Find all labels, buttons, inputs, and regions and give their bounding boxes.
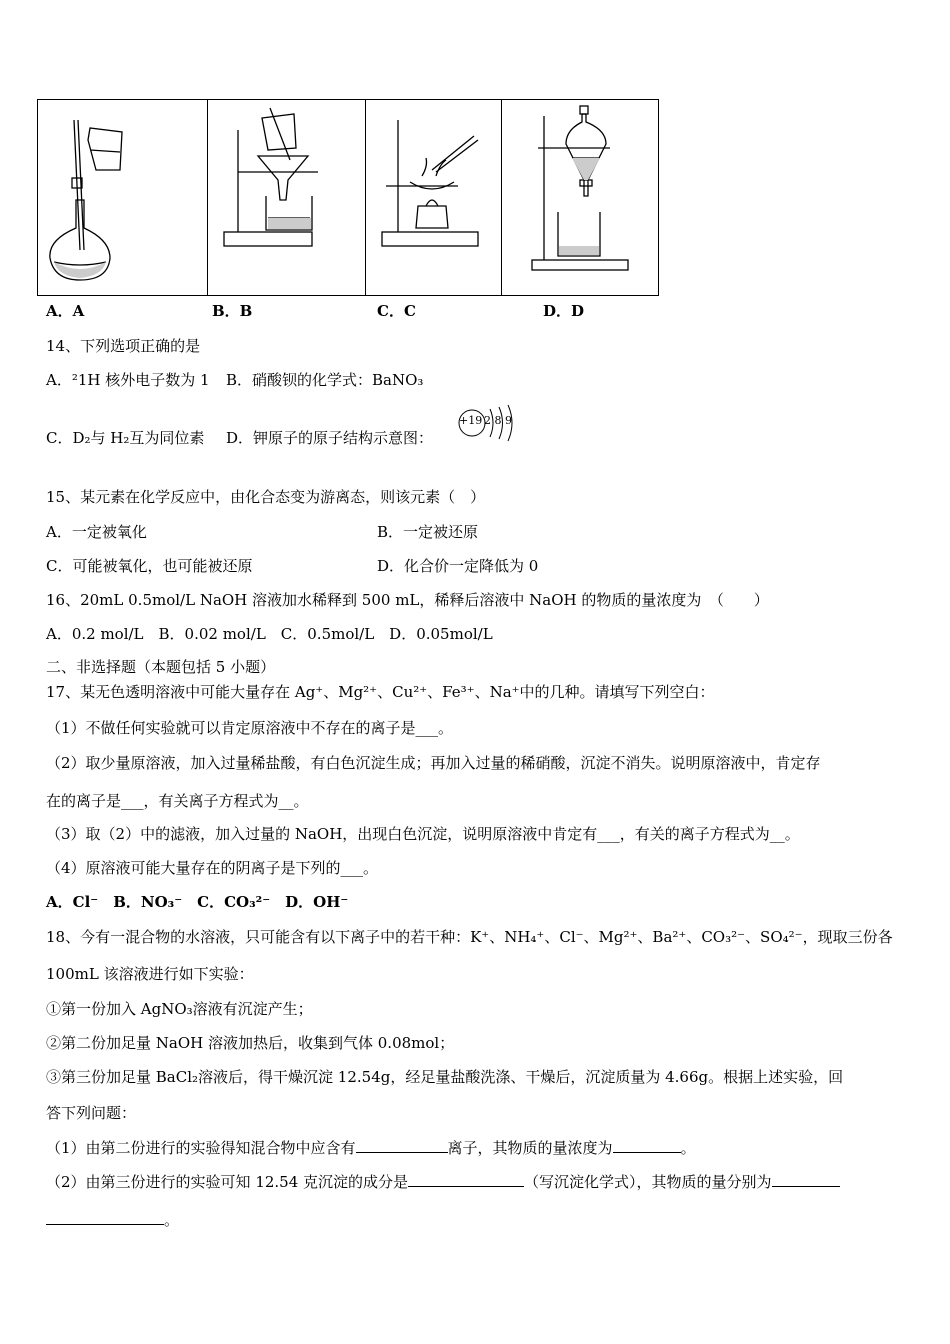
q16-stem: 16、20mL 0.5mol/L NaOH 溶液加水稀释到 500 mL，稀释后溶液中 NaOH 的物质的量浓度为 （ ） <box>46 591 769 609</box>
q18-stem-line2: 100mL 该溶液进行如下实验： <box>46 965 254 983</box>
q16-options: A．0.2 mol/L B．0.02 mol/L C．0.5mol/L D．0.05mol/L <box>46 625 493 643</box>
figure-b-filtration <box>208 100 366 295</box>
q18-part1-blank-ion[interactable] <box>356 1138 448 1153</box>
q18-step1: ①第一份加入 AgNO₃溶液有沉淀产生； <box>46 1000 313 1018</box>
q18-part2-text-b: （写沉淀化学式），其物质的量分别为 <box>524 1173 772 1191</box>
q18-step2: ②第二份加足量 NaOH 溶液加热后，收集到气体 0.08mol； <box>46 1034 455 1052</box>
q17-part4: （4）原溶液可能大量存在的阴离子是下列的___。 <box>46 859 379 877</box>
apparatus-figure-table <box>37 99 659 296</box>
figure-option-a: A．A <box>46 302 85 320</box>
figure-a-volumetric-flask <box>38 100 208 295</box>
q18-part2-blank-amount-cont[interactable] <box>46 1210 164 1225</box>
q18-part2-blank-amount[interactable] <box>772 1172 840 1187</box>
q18-part1-blank-concentration[interactable] <box>613 1138 681 1153</box>
figure-c-evaporation <box>366 100 502 295</box>
q18-part2-blank-precipitate[interactable] <box>408 1172 524 1187</box>
figure-d-separatory-funnel <box>502 100 658 295</box>
q18-part1-text-c: 。 <box>680 1139 696 1157</box>
section-2-heading: 二、非选择题（本题包括 5 小题） <box>46 658 276 676</box>
q18-part2-continuation <box>46 1209 179 1230</box>
q15-option-d: D．化合价一定降低为 0 <box>377 557 539 575</box>
figure-option-d: D．D <box>543 302 585 320</box>
q18-part1 <box>46 1137 696 1158</box>
q18-step3-line2: 答下列问题： <box>46 1104 137 1122</box>
q17-options: A．Cl⁻ B．NO₃⁻ C．CO₃²⁻ D．OH⁻ <box>46 893 349 911</box>
q17-stem: 17、某无色透明溶液中可能大量存在 Ag⁺、Mg²⁺、Cu²⁺、Fe³⁺、Na⁺中的几种。请填写下列空白： <box>46 683 715 701</box>
q18-part1-text-b: 离子，其物质的量浓度为 <box>447 1139 613 1157</box>
q14-option-a: A．²1H 核外电子数为 1 <box>46 371 210 389</box>
q14-option-c: C．D₂与 H₂互为同位素 <box>46 429 205 447</box>
q18-part2 <box>46 1171 840 1192</box>
q15-option-a: A．一定被氧化 <box>46 523 147 541</box>
q18-part2-text-c: 。 <box>164 1211 180 1229</box>
q15-stem: 15、某元素在化学反应中，由化合态变为游离态，则该元素（ ） <box>46 488 486 506</box>
q17-part3: （3）取（2）中的滤液，加入过量的 NaOH，出现白色沉淀，说明原溶液中肯定有___，有关的离子方程式为__。 <box>46 825 800 843</box>
q18-stem-line1: 18、今有一混合物的水溶液，只可能含有以下离子中的若干种：K⁺、NH₄⁺、Cl⁻、Mg²⁺、Ba²⁺、CO₃²⁻、SO₄²⁻，现取三份各 <box>46 928 893 946</box>
q15-option-b: B．一定被还原 <box>377 523 479 541</box>
q18-step3-line1: ③第三份加足量 BaCl₂溶液后，得干燥沉淀 12.54g，经足量盐酸洗涤、干燥后，沉淀质量为 4.66g。根据上述实验，回 <box>46 1068 844 1086</box>
q17-part2-line2: 在的离子是___，有关离子方程式为__。 <box>46 792 309 810</box>
q18-part1-text-a: （1）由第二份进行的实验得知混合物中应含有 <box>46 1139 356 1157</box>
atom-nucleus-label: +19 <box>459 414 483 427</box>
q14-stem: 14、下列选项正确的是 <box>46 337 201 355</box>
q14-option-b: B．硝酸钡的化学式：BaNO₃ <box>226 371 424 389</box>
figure-option-b: B．B <box>212 302 253 320</box>
q17-part2-line1: （2）取少量原溶液，加入过量稀盐酸，有白色沉淀生成；再加入过量的稀硝酸，沉淀不消失。说明原溶液中，肯定存 <box>46 754 821 772</box>
atom-shells-label: 2 8 9 <box>484 414 512 427</box>
q17-part1: （1）不做任何实验就可以肯定原溶液中不存在的离子是___。 <box>46 719 454 737</box>
figure-option-c: C．C <box>377 302 416 320</box>
q18-part2-text-a: （2）由第三份进行的实验可知 12.54 克沉淀的成分是 <box>46 1173 409 1191</box>
q15-option-c: C．可能被氧化，也可能被还原 <box>46 557 253 575</box>
q14-option-d: D．钾原子的原子结构示意图： <box>226 429 434 447</box>
